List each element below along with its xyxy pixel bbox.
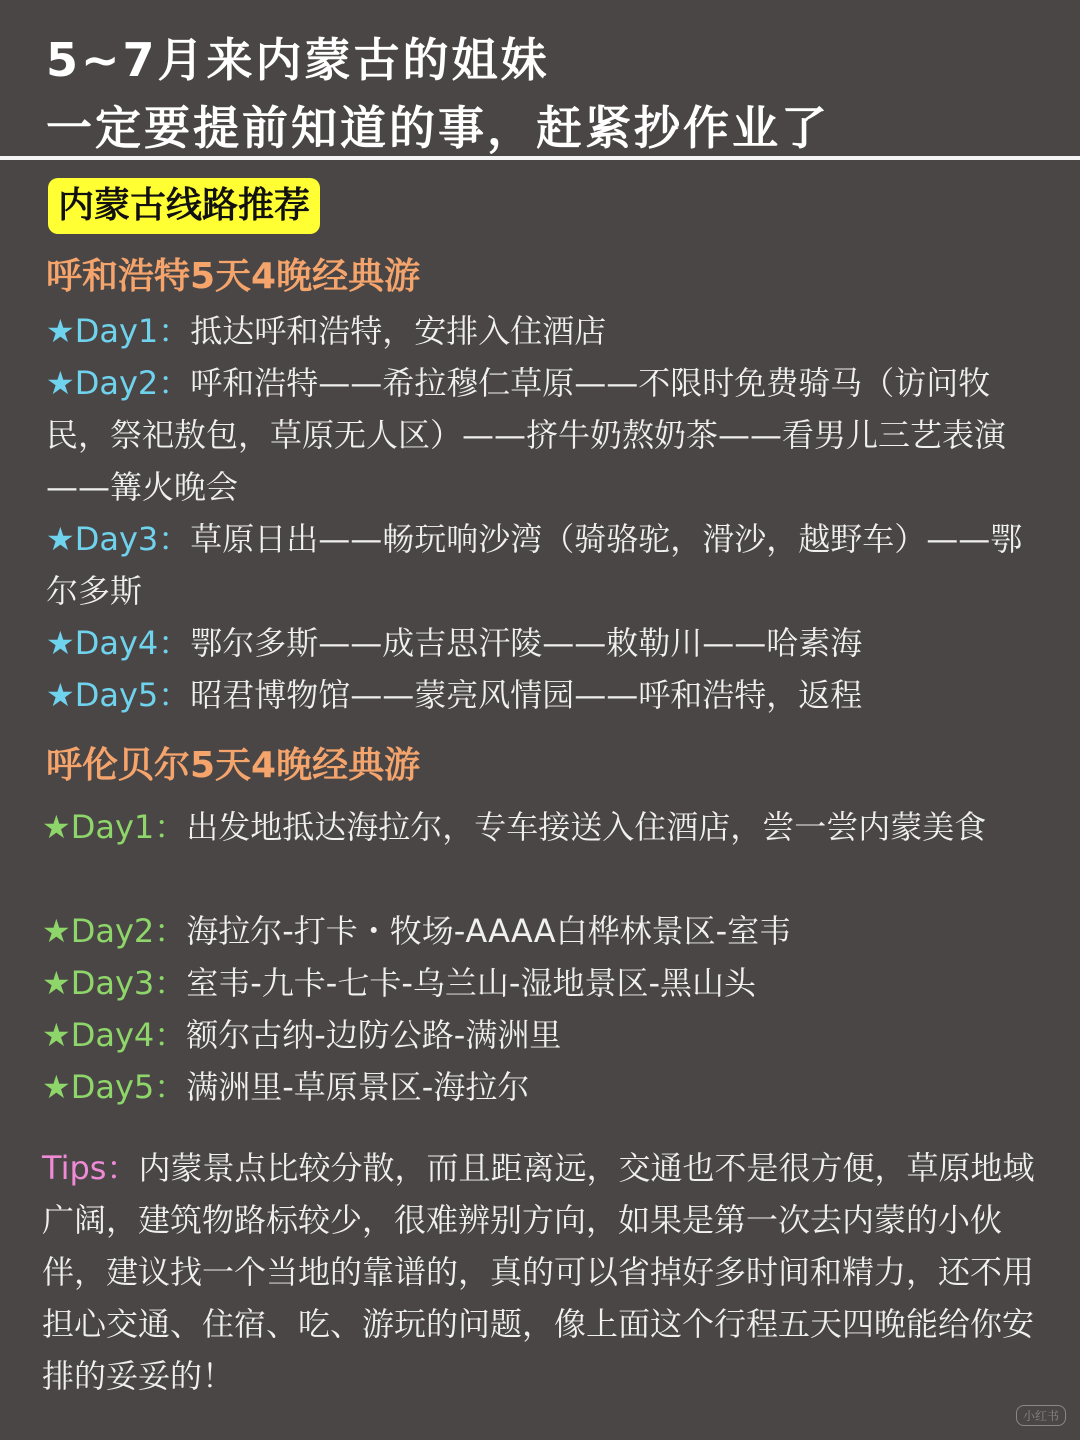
day-text: 满洲里-草原景区-海拉尔 [186, 1068, 530, 1106]
tips-paragraph [42, 1142, 1038, 1402]
itinerary-day [42, 1009, 1038, 1061]
header-divider [0, 156, 1080, 160]
day-tag: ★Day3： [46, 520, 191, 558]
itinerary-day [46, 513, 1042, 617]
route-title-hohhot: 呼和浩特5天4晚经典游 [46, 256, 421, 297]
tips-tag: Tips： [42, 1149, 139, 1187]
day-tag: ★Day2： [42, 912, 187, 950]
section-badge: 内蒙古线路推荐 [48, 178, 320, 234]
route-title-hulunbuir: 呼伦贝尔5天4晚经典游 [46, 745, 421, 786]
day-tag: ★Day1： [42, 808, 187, 846]
itinerary-day [42, 905, 1038, 957]
watermark-logo: 小红书 [1016, 1405, 1066, 1426]
itinerary-day [46, 305, 1042, 357]
day-text: 出发地抵达海拉尔，专车接送入住酒店，尝一尝内蒙美食 [186, 808, 987, 846]
day-tag: ★Day5： [42, 1068, 187, 1106]
day-text: 抵达呼和浩特，安排入住酒店 [190, 312, 607, 350]
day-text: 草原日出——畅玩响沙湾（骑骆驼，滑沙，越野车）——鄂尔多斯 [46, 520, 1023, 610]
itinerary-day [42, 957, 1038, 1009]
day-text: 海拉尔-打卡・牧场-AAAA白桦林景区-室韦 [186, 912, 792, 950]
day-text: 室韦-九卡-七卡-乌兰山-湿地景区-黑山头 [186, 964, 756, 1002]
day-text: 额尔古纳-边防公路-满洲里 [186, 1016, 562, 1054]
page-title-line-2: 一定要提前知道的事，赶紧抄作业了 [46, 101, 830, 155]
day-tag: ★Day3： [42, 964, 187, 1002]
day-text: 鄂尔多斯——成吉思汗陵——敕勒川——哈素海 [190, 624, 863, 662]
tips-text: 内蒙景点比较分散，而且距离远，交通也不是很方便，草原地域广阔，建筑物路标较少，很难辨别方向，如果是第一次去内蒙的小伙伴，建议找一个当地的靠谱的，真的可以省掉好多时间和精力，还不用担心交通、住宿、吃、游玩的问题，像上面这个行程五天四晚能给你安排的妥妥的！ [42, 1149, 1035, 1395]
day-tag: ★Day1： [46, 312, 191, 350]
itinerary-day [46, 669, 1042, 721]
page-title-line-1: 5~7月来内蒙古的姐妹 [46, 33, 550, 87]
itinerary-day [46, 617, 1042, 669]
day-text: 昭君博物馆——蒙亮风情园——呼和浩特，返程 [190, 676, 863, 714]
day-tag: ★Day4： [46, 624, 191, 662]
itinerary-day [46, 357, 1042, 513]
day-tag: ★Day2： [46, 364, 191, 402]
header [0, 0, 1080, 158]
day-tag: ★Day5： [46, 676, 191, 714]
itinerary-day [42, 801, 1038, 853]
day-tag: ★Day4： [42, 1016, 187, 1054]
itinerary-day [42, 1061, 1038, 1113]
day-text: 呼和浩特——希拉穆仁草原——不限时免费骑马（访问牧民，祭祀敖包，草原无人区）——挤牛奶熬奶茶——看男儿三艺表演——篝火晚会 [46, 364, 1007, 506]
